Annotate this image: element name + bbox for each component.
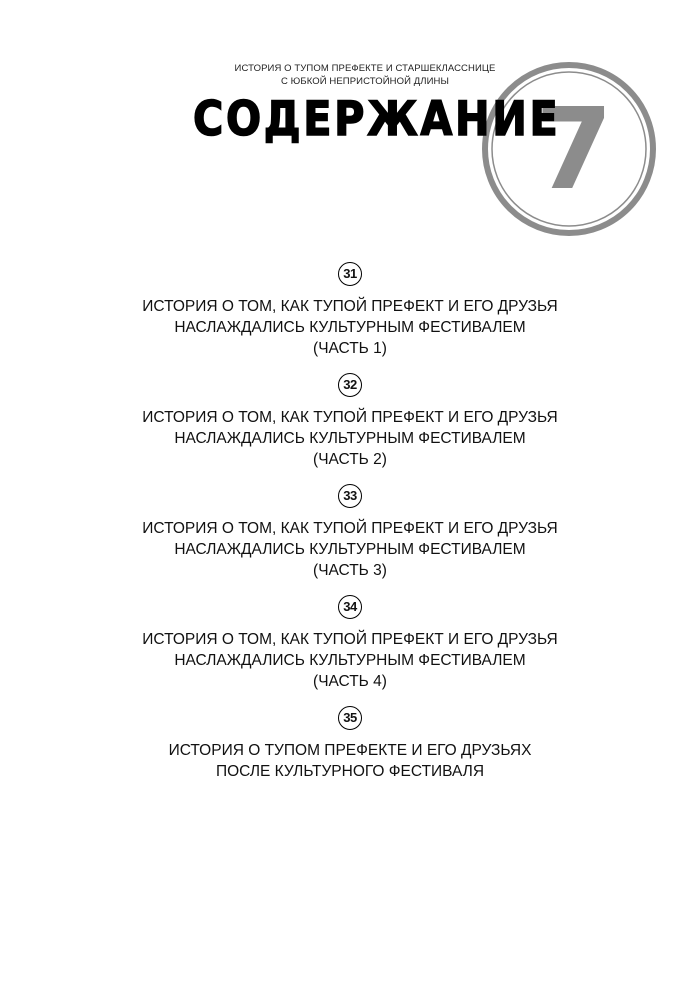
chapter-number-badge: 34 xyxy=(338,595,362,619)
chapter-title-line: (ЧАСТЬ 2) xyxy=(313,451,387,468)
volume-badge xyxy=(480,60,658,238)
chapter-title-line: ИСТОРИЯ О ТОМ, КАК ТУПОЙ ПРЕФЕКТ И ЕГО ДРУЗЬЯ xyxy=(142,298,558,315)
chapter-title xyxy=(0,740,700,782)
chapter-title xyxy=(0,407,700,470)
chapter-number-badge: 35 xyxy=(338,706,362,730)
series-title-line: С ЮБКОЙ НЕПРИСТОЙНОЙ ДЛИНЫ xyxy=(280,76,450,87)
chapter-title-line: ПОСЛЕ КУЛЬТУРНОГО ФЕСТИВАЛЯ xyxy=(215,763,485,780)
chapter-title-line: НАСЛАЖДАЛИСЬ КУЛЬТУРНЫМ ФЕСТИВАЛЕМ xyxy=(174,319,526,336)
toc-entry xyxy=(0,373,700,470)
toc-entry xyxy=(0,706,700,782)
chapter-title-line: ИСТОРИЯ О ТОМ, КАК ТУПОЙ ПРЕФЕКТ И ЕГО ДРУЗЬЯ xyxy=(142,520,558,537)
chapter-title-line: (ЧАСТЬ 1) xyxy=(313,340,387,357)
chapter-title-line: (ЧАСТЬ 3) xyxy=(313,562,387,579)
chapter-title-line: НАСЛАЖДАЛИСЬ КУЛЬТУРНЫМ ФЕСТИВАЛЕМ xyxy=(174,652,526,669)
chapter-number-badge: 31 xyxy=(338,262,362,286)
chapter-title-line: НАСЛАЖДАЛИСЬ КУЛЬТУРНЫМ ФЕСТИВАЛЕМ xyxy=(174,430,526,447)
volume-number: 7 xyxy=(535,85,613,215)
chapter-title xyxy=(0,629,700,692)
toc-entry xyxy=(0,595,700,692)
chapter-title xyxy=(0,296,700,359)
chapter-title-line: НАСЛАЖДАЛИСЬ КУЛЬТУРНЫМ ФЕСТИВАЛЕМ xyxy=(174,541,526,558)
toc-entry xyxy=(0,262,700,359)
page-title: СОДЕРЖАНИЕ xyxy=(193,92,561,147)
series-title-line: ИСТОРИЯ О ТУПОМ ПРЕФЕКТЕ И СТАРШЕКЛАССНИЦЕ xyxy=(234,63,496,74)
toc-entry xyxy=(0,484,700,581)
volume-ring-icon xyxy=(480,60,658,238)
chapter-title-line: ИСТОРИЯ О ТОМ, КАК ТУПОЙ ПРЕФЕКТ И ЕГО ДРУЗЬЯ xyxy=(142,631,558,648)
chapter-number-badge: 32 xyxy=(338,373,362,397)
chapter-title-line: ИСТОРИЯ О ТУПОМ ПРЕФЕКТЕ И ЕГО ДРУЗЬЯХ xyxy=(168,742,532,759)
chapter-title-line: (ЧАСТЬ 4) xyxy=(313,673,387,690)
chapter-title xyxy=(0,518,700,581)
chapter-number-badge: 33 xyxy=(338,484,362,508)
chapter-title-line: ИСТОРИЯ О ТОМ, КАК ТУПОЙ ПРЕФЕКТ И ЕГО ДРУЗЬЯ xyxy=(142,409,558,426)
table-of-contents xyxy=(0,262,700,796)
